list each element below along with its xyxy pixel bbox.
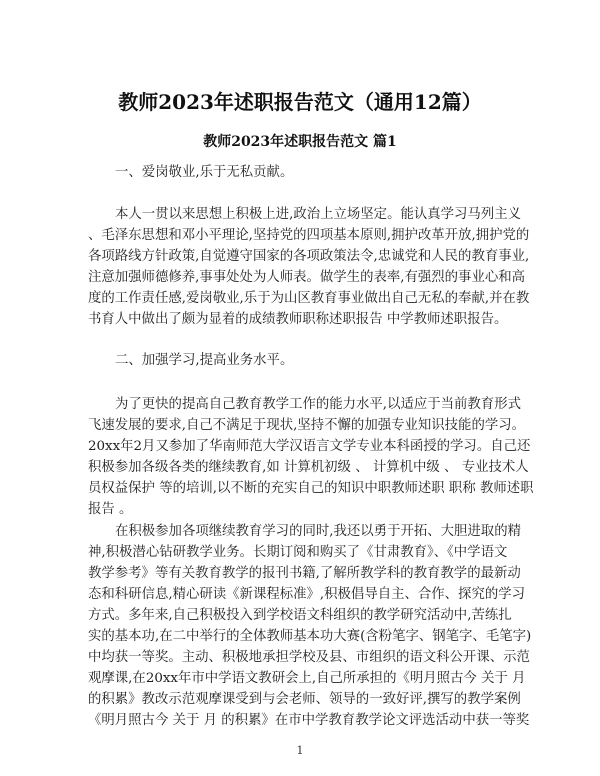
paragraph-line: 报告 。 [88, 502, 133, 517]
page-number: 1 [296, 744, 304, 757]
document-title: 教师2023年述职报告范文（通用12篇） [118, 90, 482, 114]
paragraph-line: 本人一贯以来思想上积极上进,政治上立场坚定。能认真学习马列主义 [115, 207, 521, 222]
paragraph-line: 20xx年2月又参加了华南师范大学汉语言文学专业本科函授的学习。自己还 [88, 439, 531, 454]
paragraph-line: 为了更快的提高自己教育教学工作的能力水平,以适应于当前教育形式 [115, 397, 521, 412]
paragraph-line: 各项路线方针政策,自觉遵守国家的各项政策法令,忠诚党和人民的教育事业, [88, 249, 530, 264]
paragraph-line: 观摩课,在20xx年市中学语文教研会上,自己所承担的《明月照古今 关于 月 [88, 671, 526, 686]
paragraph-line: 在积极参加各项继续教育学习的同时,我还以勇于开拓、大胆进取的精 [115, 524, 521, 539]
paragraph-line: 方式。多年来,自己积极投入到学校语文科组织的教学研究活动中,苦练扎 [88, 608, 512, 623]
paragraph-line: 、毛泽东思想和邓小平理论,坚持党的四项基本原则,拥护改革开放,拥护党的 [88, 228, 530, 243]
paragraph-line: 飞速发展的要求,自己不满足于现状,坚持不懈的加强专业知识技能的学习。 [88, 418, 526, 433]
paragraph-line: 《明月照古今 关于 月 的积累》在市中学教育教学论文评选活动中获一等奖 [88, 713, 530, 728]
paragraph-line: 态和科研信息,精心研读《新课程标准》,积极倡导自主、合作、探究的学习 [88, 587, 526, 602]
document-subtitle: 教师2023年述职报告范文 篇1 [203, 134, 397, 150]
paragraph-1 [88, 204, 530, 330]
paragraph-line: 积极参加各级各类的继续教育,如 计算机初级 、 计算机中级 、 专业技术人 [88, 460, 529, 475]
paragraph-line: 中均获一等奖。主动、积极地承担学校及县、市组织的语文科公开课、示范 [88, 650, 530, 665]
paragraph-line: 注意加强师德修养,事事处处为人师表。做学生的表率,有强烈的事业心和高 [88, 270, 526, 285]
paragraph-line: 书育人中做出了颇为显着的成绩教师职称述职报告 中学教师述职报告。 [88, 312, 508, 327]
paragraph-line: 员权益保护 等的培训,以不断的充实自己的知识中职教师述职 职称 教师述职 [88, 481, 534, 496]
paragraph-line: 神,积极潜心钻研教学业务。长期订阅和购买了《甘肃教育》、《中学语文 [88, 545, 508, 560]
paragraph-line: 实的基本功,在二中举行的全体教师基本功大赛(含粉笔字、钢笔字、毛笔字) [88, 629, 532, 644]
paragraph-line: 教学参考》等有关教育教学的报刊书籍,了解所教学科的教育教学的最新动 [88, 566, 521, 581]
paragraph-line: 度的工作责任感,爱岗敬业,乐于为山区教育事业做出自己无私的奉献,并在教 [88, 291, 530, 306]
paragraph-2 [88, 394, 534, 520]
section-heading-2: 二、加强学习,提高业务水平。 [115, 353, 294, 368]
paragraph-3 [88, 521, 532, 731]
paragraph-line: 的积累》教改示范观摩课受到与会老师、领导的一致好评,撰写的教学案例 [88, 692, 521, 707]
section-heading-1: 一、爱岗敬业,乐于无私贡献。 [115, 165, 294, 180]
